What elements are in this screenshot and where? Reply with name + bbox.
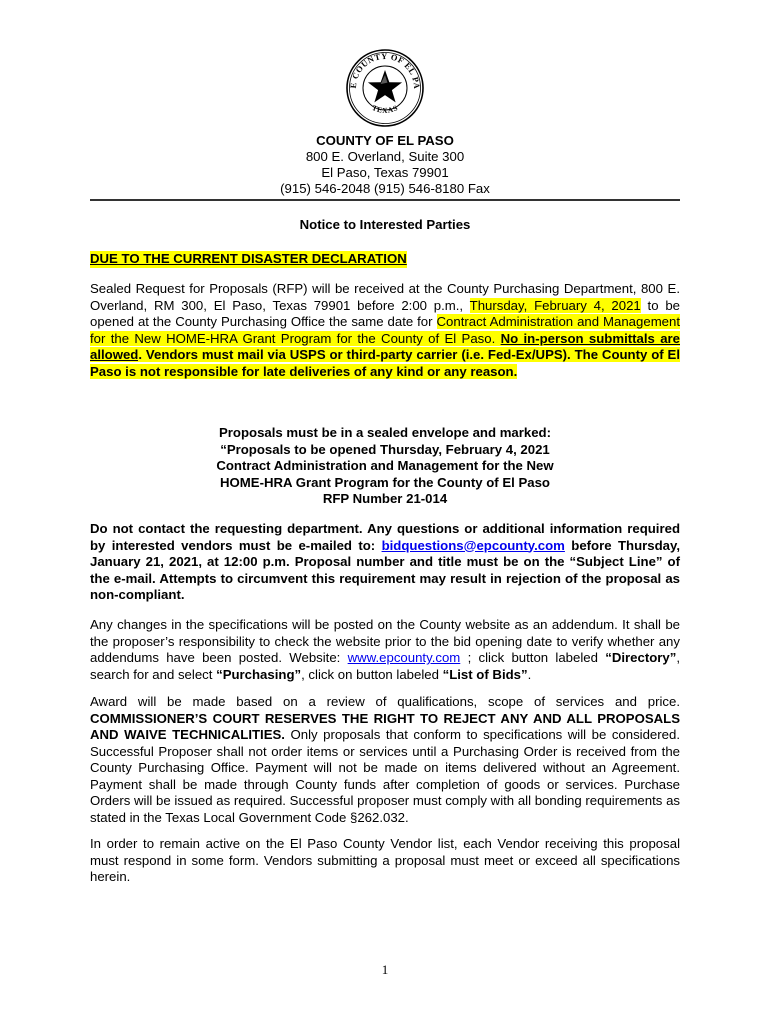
award-text: Award will be made based on a review of qualifications, scope of services and price. <box>90 694 680 709</box>
no-in-person-notice: No in-person submittals are allowed <box>90 330 680 362</box>
list-of-bids-label: “List of Bids” <box>442 666 528 682</box>
program-name-highlight: Contract Administration and Management for the New HOME-HRA Grant Program for the County of El Paso <box>90 314 681 346</box>
addendum-text-2: ; click button labeled <box>460 650 606 665</box>
award-paragraph <box>90 694 680 826</box>
document-page <box>90 0 680 1024</box>
county-name: COUNTY OF EL PASO <box>316 133 454 148</box>
opening-date-highlight: Thursday, February 4, 2021 <box>469 297 641 313</box>
address-line-1: 800 E. Overland, Suite 300 <box>305 149 465 164</box>
marking-line-3: Contract Administration and Management for the New <box>216 458 554 474</box>
mail-instructions: . Vendors must mail via USPS or third-party carrier (i.e. Fed-Ex/UPS). The County of El Paso is not responsible for late deliveries of any kind or any reason. <box>90 347 680 379</box>
county-header <box>90 133 680 197</box>
bid-questions-email-link[interactable]: bidquestions@epcounty.com <box>381 537 565 553</box>
county-website-link[interactable]: www.epcounty.com <box>347 650 461 665</box>
svg-text:TEXAS: TEXAS <box>370 102 400 115</box>
addendum-paragraph <box>90 617 680 683</box>
star-seal-icon <box>345 48 425 128</box>
address-line-2: El Paso, Texas 79901 <box>321 165 449 180</box>
rfp-announcement-paragraph <box>90 281 680 380</box>
addendum-text-4: , click on button labeled <box>301 666 443 682</box>
contact-text-2: before Thursday, January 21, 2021, at 12:00 p.m. Proposal number and title must be on the “Subject Line” of the e-mail. Attempts to circumvent this requirement may result in rejection of the proposal as non-compliant. <box>90 537 680 602</box>
rfp-text: Sealed Request for Proposals (RFP) will be received at the County Purchasing Department, 800 E. Overland, RM 300, El Paso, Texas 79901 before 2:00 p.m., <box>90 281 680 313</box>
vendor-list-paragraph: In order to remain active on the El Paso County Vendor list, each Vendor receiving this proposal must respond in some form. Vendors submitting a proposal must meet or exceed all specifications herein. <box>90 836 680 884</box>
purchasing-label: “Purchasing” <box>216 666 302 682</box>
page-number: 1 <box>381 962 389 977</box>
rfp-text-2: to be opened at the County Purchasing Office the same date for <box>90 297 680 329</box>
county-seal <box>345 48 425 128</box>
marking-line-1: Proposals must be in a sealed envelope and marked: <box>219 425 551 440</box>
rfp-number: RFP Number 21-014 <box>322 491 448 507</box>
phone-fax: (915) 546-2048 (915) 546-8180 Fax <box>280 181 490 196</box>
addendum-text-3: , search for and select <box>90 650 680 682</box>
header-divider <box>90 199 680 201</box>
notice-title: Notice to Interested Parties <box>299 217 471 232</box>
envelope-marking-block <box>90 425 680 508</box>
svg-text:THE COUNTY OF EL PASO: E COUNTY OF EL PA <box>348 51 422 90</box>
commissioners-court-notice: COMMISSIONER’S COURT RESERVES THE RIGHT TO REJECT ANY AND ALL PROPOSALS AND WAIVE TECHNICALITIES. <box>90 710 680 742</box>
contact-instructions-paragraph <box>90 521 680 604</box>
addendum-text: Any changes in the specifications will be posted on the County website as an addendum. It shall be the proposer’s responsibility to check the website prior to the bid opening date to verify whether any addendums have been posted. Website: <box>90 617 680 665</box>
marking-line-2: “Proposals to be opened Thursday, February 4, 2021 <box>220 441 550 457</box>
contact-text: Do not contact the requesting department. Any questions or additional information required by interested vendors must be e-mailed to: <box>90 521 680 553</box>
directory-label: “Directory” <box>605 650 677 665</box>
award-text-2: Only proposals that conform to specifications will be considered. Successful Proposer shall not order items or services until a Purchasing Order is received from the County Purchasing Office. Payment will not be made on items delivered without an Agreement. Payment shall be made through County funds after completion of goods or services. Purchase Orders will be issued as required. Successful proposer must comply with all bonding requirements as stated in the Texas Local Government Code §262.032. <box>90 727 680 825</box>
addendum-text-5: . <box>527 666 532 682</box>
rfp-text-3: . <box>491 330 501 346</box>
disaster-declaration-heading: DUE TO THE CURRENT DISASTER DECLARATION <box>90 251 407 266</box>
marking-line-4: HOME-HRA Grant Program for the County of El Paso <box>220 474 550 490</box>
